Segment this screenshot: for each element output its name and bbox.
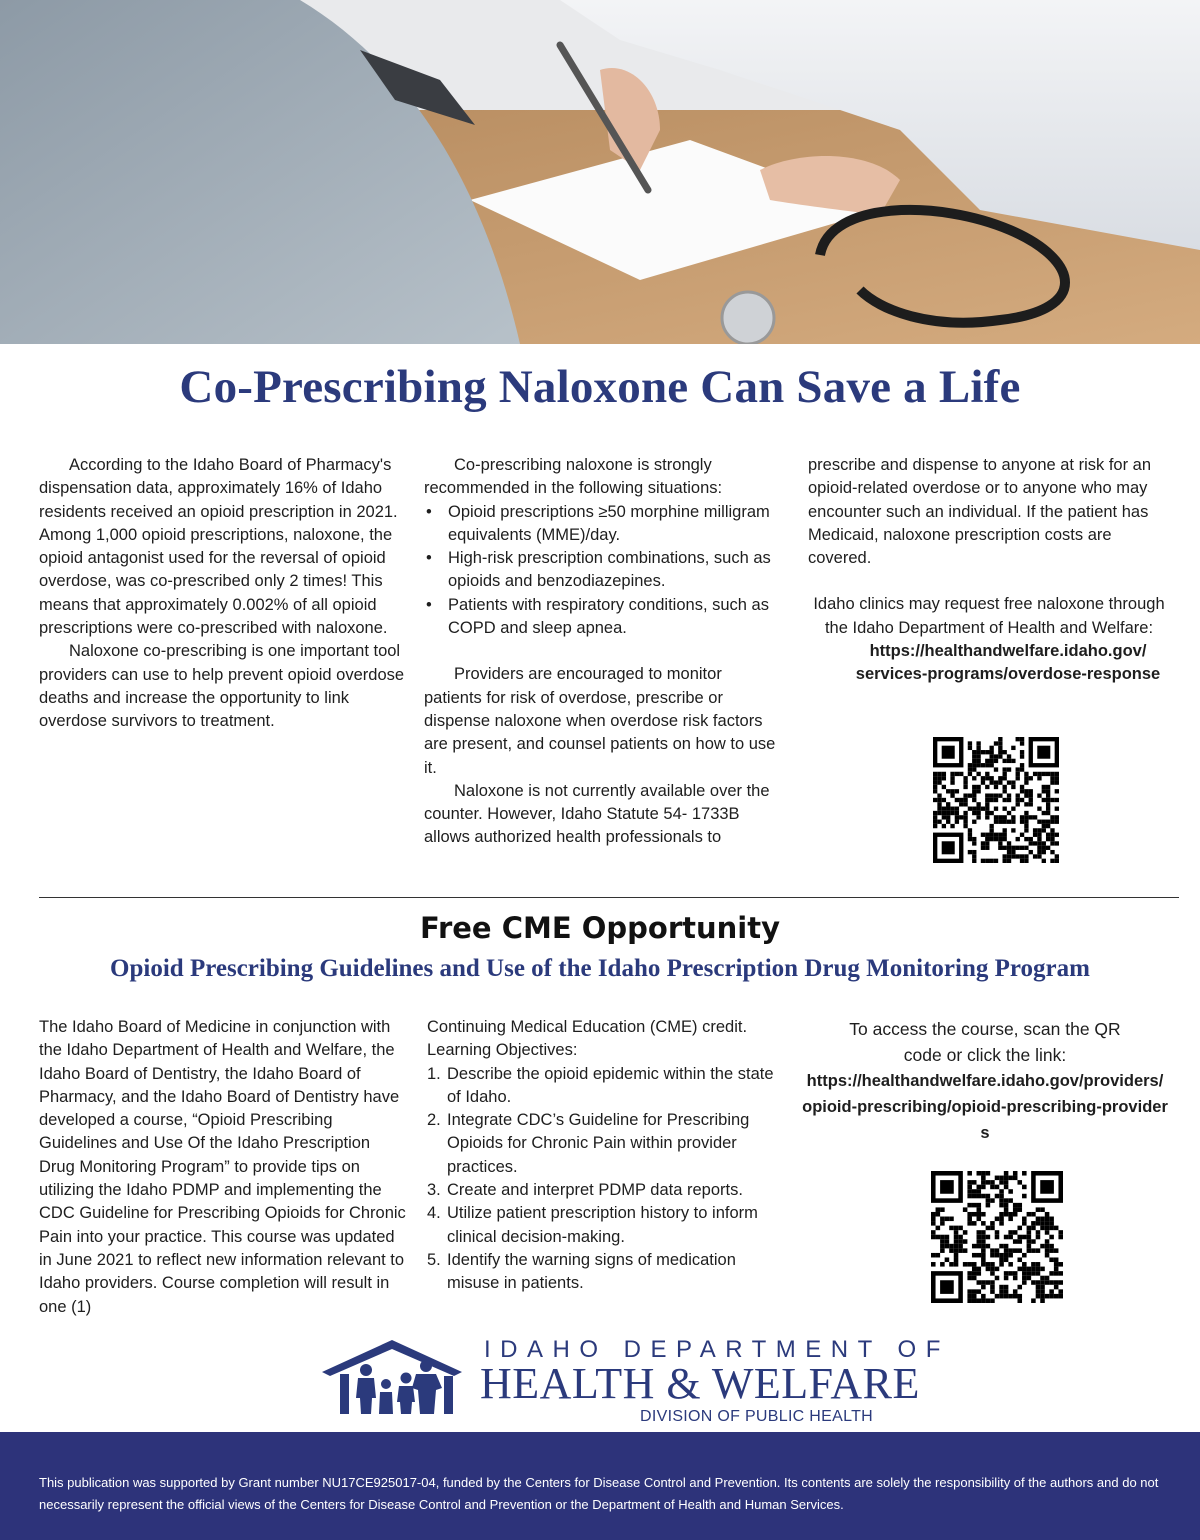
- paragraph: Naloxone co-prescribing is one important tool providers can use to help prevent opioid overdose deaths and increase the opportunity to link overdose survivors to treatment.: [39, 642, 405, 731]
- item-text: Create and interpret PDMP data reports.: [447, 1181, 743, 1200]
- logo-line-1: IDAHO DEPARTMENT OF: [484, 1336, 950, 1363]
- footer-bar: [0, 1432, 1200, 1540]
- section1-column-1: [39, 454, 407, 734]
- list-item: [427, 1202, 777, 1249]
- paragraph: prescribe and dispense to anyone at risk for an opioid-related overdose or to anyone who may encounter such an individual. If the patient has Medicaid, naloxone prescription costs are covered.: [808, 456, 1152, 568]
- cme-subheading: Opioid Prescribing Guidelines and Use of the Idaho Prescription Drug Monitoring Program: [110, 955, 1090, 982]
- list-item: [427, 1179, 777, 1202]
- idhw-logo: [320, 1336, 950, 1425]
- cme-heading: Free CME Opportunity: [420, 911, 780, 945]
- funding-disclaimer: This publication was supported by Grant number NU17CE925017-04, funded by the Centers for Disease Control and Prevention. Its contents are solely the responsibility of the authors and do not necessarily represent the official views of the Centers for Disease Control and Prevention or the Department of Health and Human Services.: [39, 1475, 1159, 1512]
- list-item: • Patients with respiratory conditions, such as COPD and sleep apnea.: [424, 594, 784, 641]
- section1-column-2: [424, 454, 784, 850]
- cme-column-3: [800, 1016, 1170, 1146]
- hero-photo: [0, 0, 1200, 344]
- section1-column-3: [808, 454, 1170, 687]
- item-number: 5.: [427, 1250, 441, 1269]
- paragraph: Continuing Medical Education (CME) credit. Learning Objectives:: [427, 1018, 748, 1060]
- recommendation-list: [424, 501, 784, 641]
- paragraph: Providers are encouraged to monitor patients for risk of overdose, prescribe or dispense naloxone when overdose risk factors are present, and counsel patients on how to use it.: [424, 665, 776, 777]
- item-text: Utilize patient prescription history to inform clinical decision-making.: [447, 1204, 758, 1246]
- paragraph: According to the Idaho Board of Pharmacy's dispensation data, approximately 16% of Idaho residents received an opioid prescription in 2021. Among 1,000 opioid prescriptions, naloxone, the opioid antagonist used for the reversal of opioid overdose, was co-prescribed only 2 times! This means that approximately 0.002% of all opioid prescriptions were co-prescribed with naloxone.: [39, 456, 398, 638]
- house-family-icon: [320, 1336, 470, 1416]
- item-text: Identify the warning signs of medication misuse in patients.: [447, 1250, 736, 1293]
- paragraph: Idaho clinics may request free naloxone through the Idaho Department of Health and Welfare:: [813, 595, 1165, 637]
- learning-objectives-list: [427, 1063, 777, 1296]
- cme-column-1: [39, 1016, 407, 1319]
- list-item: [427, 1249, 777, 1296]
- item-number: 4.: [427, 1204, 441, 1223]
- item-text: Integrate CDC’s Guideline for Prescribing Opioids for Chronic Pain within provider practices.: [447, 1111, 750, 1176]
- qr-code-course[interactable]: [931, 1171, 1063, 1303]
- logo-line-3: DIVISION OF PUBLIC HEALTH: [640, 1408, 874, 1425]
- page-title: Co-Prescribing Naloxone Can Save a Life: [179, 361, 1021, 413]
- paragraph: Naloxone is not currently available over the counter. However, Idaho Statute 54- 1733B allows authorized health professionals to: [424, 781, 770, 847]
- course-link[interactable]: https://healthandwelfare.idaho.gov/providers/opioid-prescribing/opioid-prescribing-providers: [802, 1072, 1168, 1142]
- logo-line-2: HEALTH & WELFARE: [480, 1359, 920, 1408]
- list-item: [427, 1109, 777, 1179]
- section-divider: [39, 897, 1179, 898]
- item-number: 2.: [427, 1111, 441, 1130]
- qr-code-overdose-response[interactable]: [933, 737, 1059, 863]
- list-item: • High-risk prescription combinations, such as opioids and benzodiazepines.: [424, 547, 784, 594]
- access-instructions: To access the course, scan the QR code or click the link:: [849, 1019, 1121, 1065]
- item-text: Describe the opioid epidemic within the state of Idaho.: [447, 1064, 774, 1106]
- overdose-response-link[interactable]: services-programs/overdose-response: [855, 665, 1161, 684]
- overdose-response-link[interactable]: https://healthandwelfare.idaho.gov/: [869, 642, 1147, 661]
- item-number: 3.: [427, 1181, 441, 1200]
- item-number: 1.: [427, 1064, 441, 1083]
- list-item: [427, 1063, 777, 1110]
- paragraph: The Idaho Board of Medicine in conjunction with the Idaho Department of Health and Welfare, the Idaho Board of Dentistry, the Idaho Board of Pharmacy, and the Idaho Board of Dentistry have developed a course, “Opioid Prescribing Guidelines and Use Of the Idaho Prescription Drug Monitoring Program” to provide tips on utilizing the Idaho PDMP and implementing the CDC Guideline for Prescribing Opioids for Chronic Pain into your practice. This course was updated in June 2021 to reflect new information relevant to Idaho providers. Course completion will result in one (1): [39, 1018, 406, 1316]
- list-item: • Opioid prescriptions ≥50 morphine milligram equivalents (MME)/day.: [424, 501, 784, 548]
- cme-column-2: [427, 1016, 777, 1296]
- paragraph: Co-prescribing naloxone is strongly recommended in the following situations:: [424, 456, 723, 498]
